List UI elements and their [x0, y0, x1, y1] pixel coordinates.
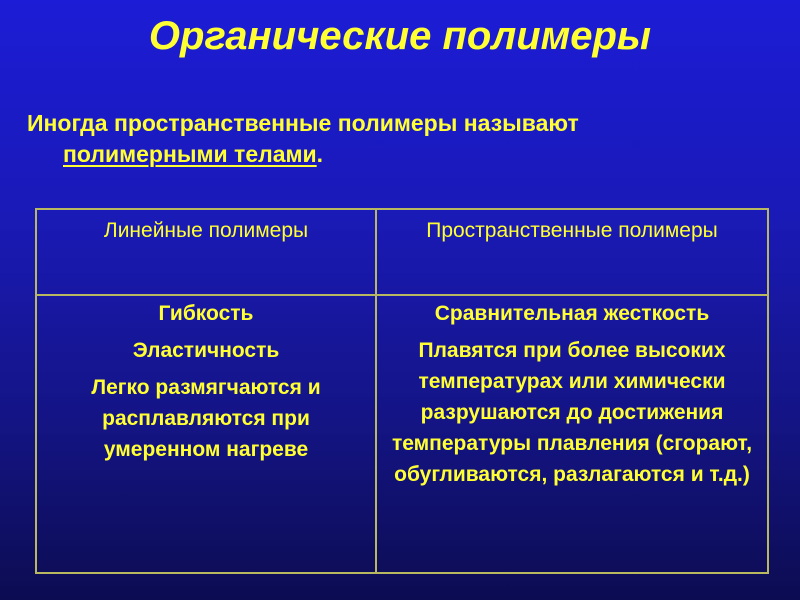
header-spatial-polymers: Пространственные полимеры [376, 209, 768, 295]
table-row [36, 295, 768, 573]
linear-property: Легко размягчаются и расплавляются при умеренном нагреве [91, 376, 321, 461]
intro-paragraph [27, 108, 727, 170]
intro-line-2 [27, 139, 727, 170]
slide-title: Органические полимеры [148, 14, 652, 58]
table-header-row [36, 209, 768, 295]
linear-property: Гибкость [158, 302, 254, 325]
linear-property: Эластичность [132, 339, 280, 362]
spatial-property: Плавятся при более высоких температурах или химически разрушаются до достижения температуры плавления (сгорают, обугливаются, разлагаются и т.д.) [391, 339, 753, 486]
cell-linear-properties [36, 295, 376, 573]
intro-period: . [316, 141, 324, 167]
cell-spatial-properties [376, 295, 768, 573]
intro-underlined-term: полимерными телами [63, 141, 317, 167]
spatial-property: Сравнительная жесткость [434, 302, 710, 325]
comparison-table [35, 208, 769, 574]
header-linear-polymers: Линейные полимеры [36, 209, 376, 295]
intro-text: Иногда пространственные полимеры называют [27, 110, 579, 136]
